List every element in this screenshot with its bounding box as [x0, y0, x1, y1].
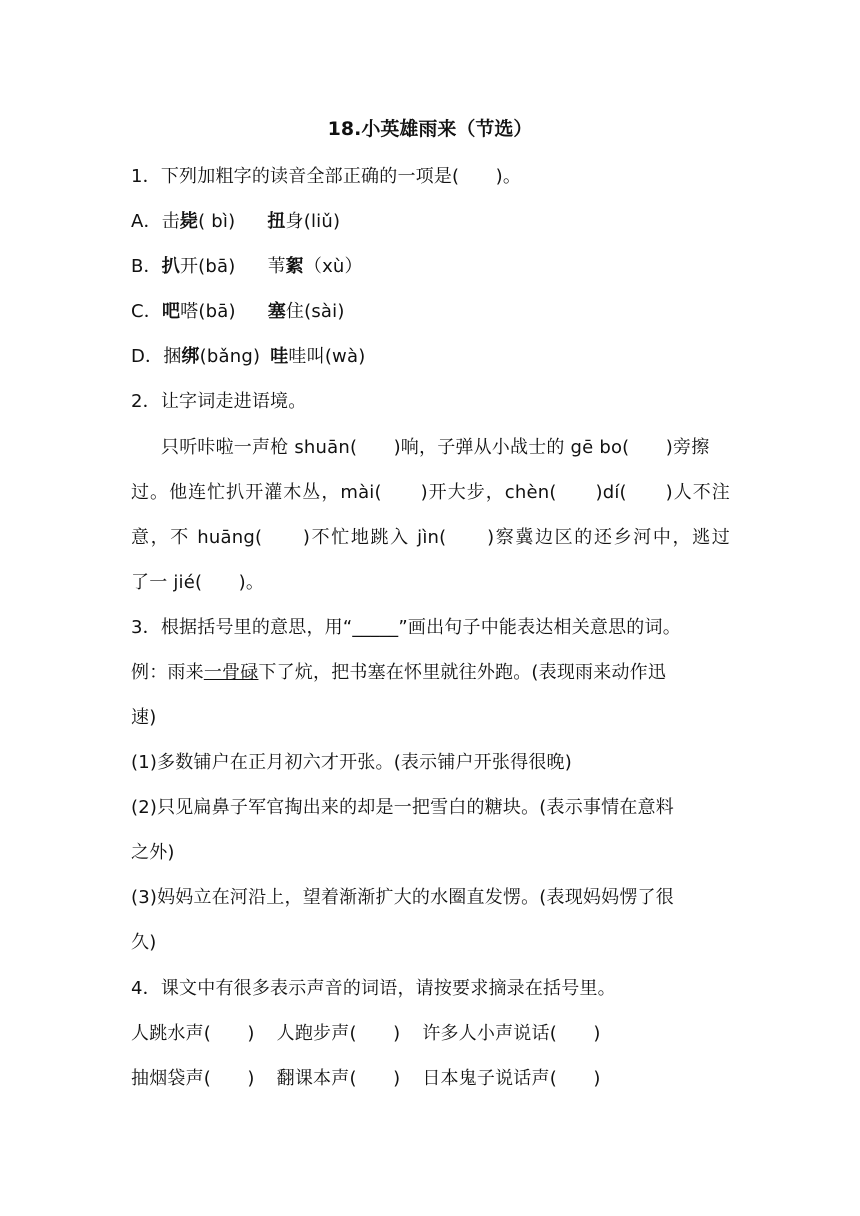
q3-example: 例：雨来一骨碌下了炕，把书塞在怀里就往外跑。(表现雨来动作迅 — [131, 662, 667, 683]
q3-sentence-1: (1)多数铺户在正月初六才开张。(表示铺户开张得很晚) — [131, 752, 572, 773]
option-label: A． — [131, 211, 162, 232]
q4-stem: 4．课文中有很多表示声音的词语，请按要求摘录在括号里。 — [131, 978, 616, 999]
q1-option-d: D．捆绑(bǎng) 哇哇叫(wà) — [131, 346, 366, 367]
q1-option-c: C．吧嗒(bā) 塞住(sài) — [131, 301, 345, 322]
q3-sentence-2-end: 之外) — [131, 842, 175, 863]
q2-paragraph-line: 了一 jié( )。 — [131, 572, 265, 593]
q3-sentence-3-end: 久) — [131, 932, 157, 953]
option-label: D． — [131, 346, 164, 367]
q3-stem: 3．根据括号里的意思，用“_____”画出句子中能表达相关意思的词。 — [131, 617, 681, 638]
q4-row-1: 人跳水声( ) 人跑步声( ) 许多人小声说话( ) — [131, 1023, 601, 1044]
q1-stem: 1．下列加粗字的读音全部正确的一项是( )。 — [131, 166, 522, 187]
q3-example-end: 速) — [131, 707, 157, 728]
underlined-word: 一骨碌 — [203, 662, 259, 683]
q2-stem: 2．让字词走进语境。 — [131, 391, 307, 412]
q3-sentence-3: (3)妈妈立在河沿上，望着渐渐扩大的水圈直发愣。(表现妈妈愣了很 — [131, 887, 674, 908]
option-label: B． — [131, 256, 162, 277]
q1-option-a: A．击毙( bì) 扭身(liǔ) — [131, 211, 341, 232]
q2-paragraph-line: 只听咔啦一声枪 shuān( )响，子弹从小战士的 gē bo( )旁擦 — [161, 437, 710, 458]
page-title: 18.小英雄雨来（节选） — [327, 118, 533, 140]
q2-paragraph-line: 意，不 huāng( )不忙地跳入 jìn( )察冀边区的还乡河中，逃过 — [131, 527, 730, 548]
q1-option-b: B．扒开(bā) 苇絮（xù） — [131, 256, 363, 277]
q3-sentence-2: (2)只见扁鼻子军官掏出来的却是一把雪白的糖块。(表示事情在意料 — [131, 797, 674, 818]
option-label: C． — [131, 301, 162, 322]
q4-row-2: 抽烟袋声( ) 翻课本声( ) 日本鬼子说话声( ) — [131, 1068, 601, 1089]
q2-paragraph-line: 过。他连忙扒开灌木丛，mài( )开大步，chèn( )dí( )人不注 — [131, 482, 730, 503]
